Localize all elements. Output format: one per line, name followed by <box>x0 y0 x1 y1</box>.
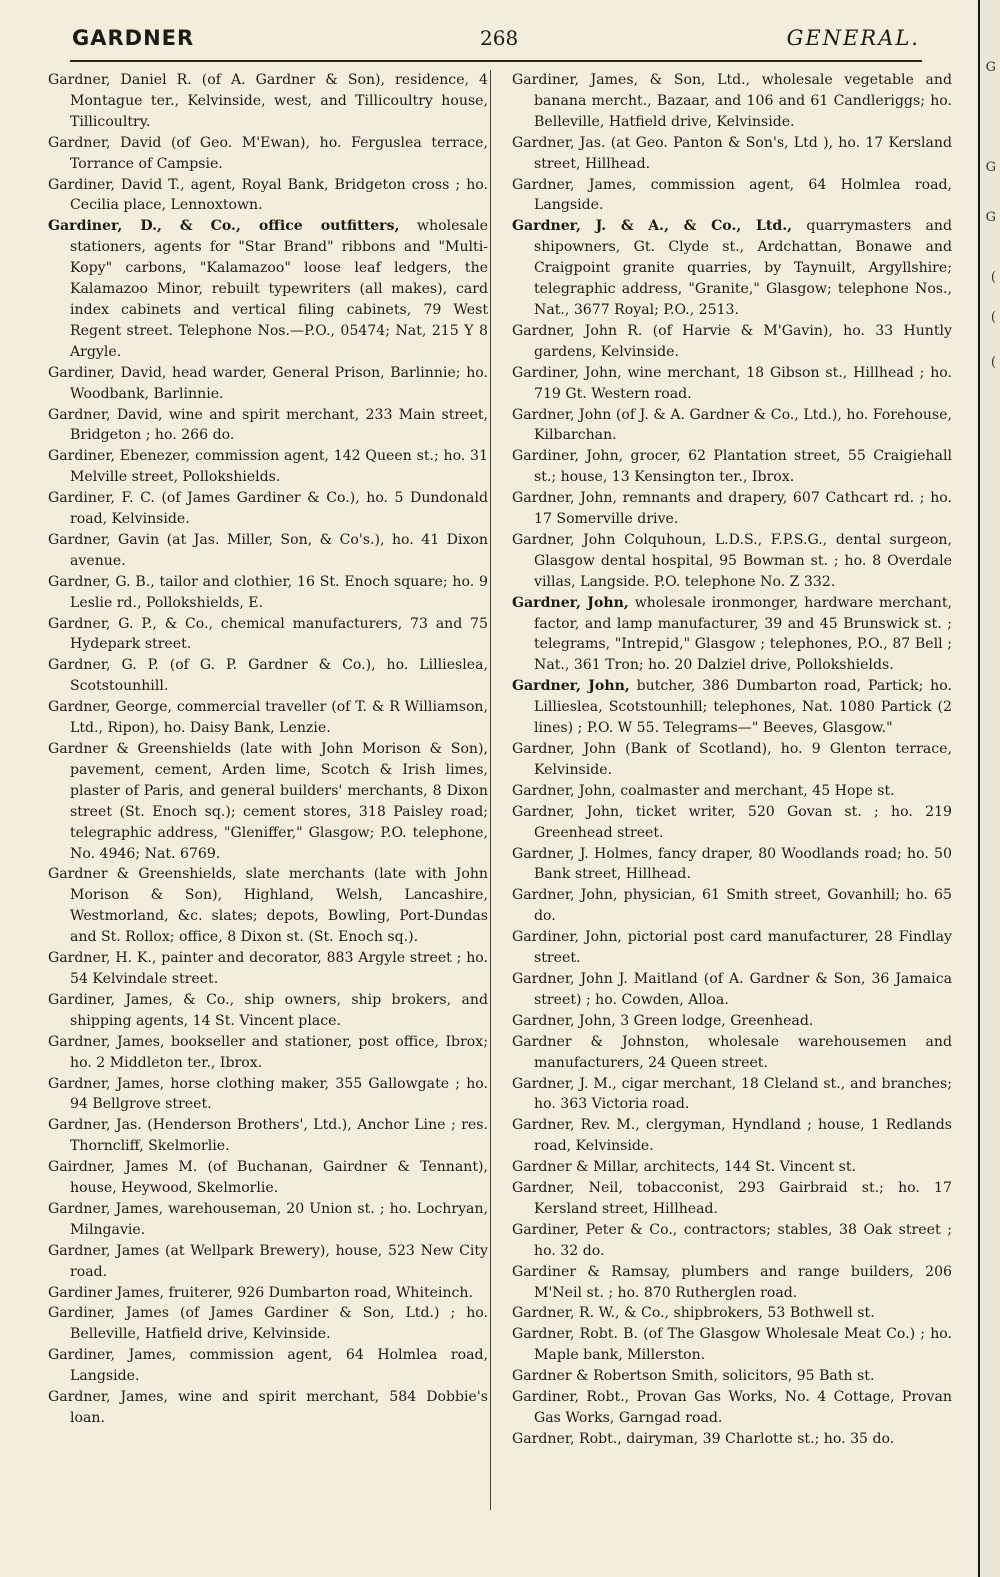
edge-mark: G <box>985 210 996 225</box>
entry-text: Gardiner, James, & Son, Ltd., wholesale vegetable and banana mercht., Bazaar, and 106 and 61 Candleriggs; ho. Belleville, Hatfield drive, Kelvinside. <box>512 72 952 130</box>
entry-text: Gardner, John (of J. & A. Gardner & Co., Ltd.), ho. Forehouse, Kilbarchan. <box>512 406 952 444</box>
directory-entry <box>506 802 952 844</box>
entry-text: Gardner, John, remnants and drapery, 607 Cathcart rd. ; ho. 17 Somerville drive. <box>512 490 952 528</box>
entry-text: butcher, 386 Dumbarton road, Partick; ho. Lillieslea, Scotstounhill; telephones, Nat. 1080 Partick (2 lines) ; P.O. W 55. Telegrams—" Beeves, Glasgow." <box>534 678 952 737</box>
directory-entry <box>506 969 952 1011</box>
entry-text: Gardner, David (of Geo. M'Ewan), ho. Ferguslea terrace, Torrance of Campsie. <box>48 134 488 172</box>
entry-text: Gardner & Robertson Smith, solicitors, 95 Bath st. <box>512 1368 875 1385</box>
edge-mark: ( <box>990 355 996 370</box>
entry-text: Gardner, J. Holmes, fancy draper, 80 Woodlands road; ho. 50 Bank street, Hillhead. <box>512 845 952 883</box>
entry-text: Gardner, James, warehouseman, 20 Union st. ; ho. Lochryan, Milngavie. <box>48 1200 488 1238</box>
directory-entry <box>506 1074 952 1116</box>
directory-entry <box>42 1032 488 1074</box>
entry-text: Gardiner, David, head warder, General Prison, Barlinnie; ho. Woodbank, Barlinnie. <box>48 364 488 402</box>
entry-text: Gardner, James, horse clothing maker, 355 Gallowgate ; ho. 94 Bellgrove street. <box>48 1075 488 1113</box>
directory-entry <box>506 781 952 802</box>
entry-text: Gardner, John Colquhoun, L.D.S., F.P.S.G., dental surgeon, Glasgow dental hospital, 95 Bowman st. ; ho. 8 Overdale villas, Langside. P.O. telephone No. Z 332. <box>512 531 952 590</box>
entry-text: Gardner, G. P., & Co., chemical manufacturers, 73 and 75 Hydepark street. <box>48 615 488 653</box>
entry-text: Gardner, Daniel R. (of A. Gardner & Son), residence, 4 Montague ter., Kelvinside, west, and Tillicoultry house, Tillicoultry. <box>48 72 488 130</box>
directory-entry <box>506 844 952 886</box>
entry-text: Gardner, J. M., cigar merchant, 18 Cleland st., and branches; ho. 363 Victoria road. <box>512 1075 952 1113</box>
entry-text: Gardner, John, physician, 61 Smith street, Govanhill; ho. 65 do. <box>512 887 952 925</box>
directory-entry <box>42 1074 488 1116</box>
directory-entry <box>506 216 952 321</box>
entry-text: Gardner, John, 3 Green lodge, Greenhead. <box>512 1012 814 1029</box>
directory-entry <box>42 1345 488 1387</box>
entry-text: Gardner, Gavin (at Jas. Miller, Son, & Co's.), ho. 41 Dixon avenue. <box>48 531 488 569</box>
entry-text: Gardner & Greenshields, slate merchants (late with John Morison & Son), Highland, Welsh, Lancashire, Westmorland, &c. slates; depots, Bowling, Port-Dundas and St. Rollox; office, 8 Dixon st. (St. Enoch sq.). <box>48 866 488 946</box>
entry-text: Gardner, George, commercial traveller (of T. & R Williamson, Ltd., Ripon), ho. Daisy Bank, Lenzie. <box>48 699 488 737</box>
directory-entry <box>506 1262 952 1304</box>
directory-entry <box>42 175 488 217</box>
entry-text: Gardner, John J. Maitland (of A. Gardner & Son, 36 Jamaica street) ; ho. Cowden, Alloa. <box>512 970 952 1008</box>
page-header <box>70 22 920 58</box>
entry-text: Gardiner, Robt., Provan Gas Works, No. 4 Cottage, Provan Gas Works, Garngad road. <box>512 1389 952 1426</box>
entry-text: Gardner & Millar, architects, 144 St. Vincent st. <box>512 1159 856 1176</box>
directory-entry <box>506 1429 952 1450</box>
directory-entry <box>506 927 952 969</box>
adjacent-page-edge <box>978 0 1000 1577</box>
directory-entry <box>506 1220 952 1262</box>
entry-text: Gardiner James, fruiterer, 926 Dumbarton road, Whiteinch. <box>48 1284 473 1301</box>
entry-text: Gardner, James, wine and spirit merchant, 584 Dobbie's loan. <box>48 1389 488 1426</box>
entry-text: Gardner, Neil, tobacconist, 293 Gairbraid st.; ho. 17 Kersland street, Hillhead. <box>512 1180 952 1217</box>
directory-entry <box>506 593 952 677</box>
entry-text: Gardner, Jas. (at Geo. Panton & Son's, Ltd ), ho. 17 Kersland street, Hillhead. <box>512 134 952 172</box>
directory-entry <box>42 1199 488 1241</box>
directory-entry <box>506 363 952 405</box>
directory-entry <box>506 1387 952 1429</box>
entry-text: Gairdner, James M. (of Buchanan, Gairdner & Tennant), house, Heywood, Skelmorlie. <box>48 1159 488 1197</box>
directory-entry <box>506 1032 952 1074</box>
entry-text: Gardner, David, wine and spirit merchant, 233 Main street, Bridgeton ; ho. 266 do. <box>48 406 488 444</box>
entry-text: Gardner, James, bookseller and stationer, post office, Ibrox; ho. 2 Middleton ter., Ibrox. <box>48 1033 488 1071</box>
directory-entry <box>506 133 952 175</box>
entry-bold-name: Gardner, John, <box>512 594 629 611</box>
directory-entry <box>506 1011 952 1032</box>
directory-entry <box>506 175 952 217</box>
directory-entry <box>42 446 488 488</box>
directory-entry <box>506 739 952 781</box>
directory-entry <box>42 864 488 948</box>
directory-entry <box>506 530 952 593</box>
directory-entry <box>506 1303 952 1324</box>
entry-text: Gardiner, David T., agent, Royal Bank, Bridgeton cross ; ho. Cecilia place, Lennoxtown. <box>48 176 488 214</box>
entry-text: Gardner, James (at Wellpark Brewery), house, 523 New City road. <box>48 1242 488 1280</box>
directory-entry <box>506 321 952 363</box>
directory-entry <box>506 1366 952 1387</box>
entry-text: Gardner, Robt., dairyman, 39 Charlotte st.; ho. 35 do. <box>512 1430 895 1447</box>
entry-text: Gardner, John (Bank of Scotland), ho. 9 Glenton terrace, Kelvinside. <box>512 741 952 778</box>
entry-text: Gardner, H. K., painter and decorator, 883 Argyle street ; ho. 54 Kelvindale street. <box>48 950 488 987</box>
directory-entry <box>42 1241 488 1283</box>
directory-entry <box>506 1157 952 1178</box>
entry-bold-name: Gardner, John, <box>512 678 630 695</box>
entry-bold-name: Gardner, J. & A., & Co., Ltd., <box>512 218 793 235</box>
directory-entry <box>506 1324 952 1366</box>
entry-text: Gardner & Johnston, wholesale warehousemen and manufacturers, 24 Queen street. <box>512 1033 952 1071</box>
running-head-left: GARDNER <box>72 26 195 50</box>
directory-entry <box>506 405 952 447</box>
directory-entry <box>506 885 952 927</box>
entry-text: Gardiner, Ebenezer, commission agent, 142 Queen st.; ho. 31 Melville street, Pollokshields. <box>48 448 488 486</box>
directory-entry <box>42 133 488 175</box>
directory-entry <box>506 1115 952 1157</box>
directory-entry <box>42 530 488 572</box>
page-number: 268 <box>480 26 519 50</box>
entry-text: Gardiner, F. C. (of James Gardiner & Co.), ho. 5 Dundonald road, Kelvinside. <box>48 490 488 528</box>
entry-text: Gardner, R. W., & Co., shipbrokers, 53 Bothwell st. <box>512 1305 875 1322</box>
entry-text: Gardner, James, commission agent, 64 Holmlea road, Langside. <box>512 176 952 214</box>
entry-text: wholesale ironmonger, hardware merchant, factor, and lamp manufacturer, 39 and 45 Brunswick st. ; telegrams, "Intrepid," Glasgow ; telephones, P.O., 87 Bell ; Nat., 361 Tron; ho. 20 Dalziel drive, Pollokshields. <box>534 594 952 674</box>
running-head-right: GENERAL. <box>786 26 920 50</box>
directory-entry <box>42 70 488 133</box>
entry-text: Gardner, John, ticket writer, 520 Govan st. ; ho. 219 Greenhead street. <box>512 803 952 841</box>
edge-mark: ( <box>990 270 996 285</box>
entry-text: Gardner & Greenshields (late with John Morison & Son), pavement, cement, Arden lime, Scotch & Irish limes, plaster of Paris, and general builders' merchants, 8 Dixon street (St. Enoch sq.); cement stores, 318 Paisley road; telegraphic address, "Gleniffer," Glasgow; P.O. telephone, No. 4946; Nat. 6769. <box>48 741 488 862</box>
directory-entry <box>42 948 488 990</box>
edge-mark: ( <box>990 310 996 325</box>
entry-text: quarrymasters and shipowners, Gt. Clyde st., Ardchattan, Bonawe and Craigpoint granite quarries, by Taynuilt, Argyllshire; telegraphic address, "Granite," Glasgow; telephone Nos., Nat., 3677 Royal; P.O., 2513. <box>534 218 953 318</box>
right-column <box>506 70 952 1450</box>
entry-text: Gardner, G. B., tailor and clothier, 16 St. Enoch square; ho. 9 Leslie rd., Pollokshields, E. <box>48 573 488 611</box>
entry-text: Gardiner, Peter & Co., contractors; stables, 38 Oak street ; ho. 32 do. <box>512 1221 952 1259</box>
entry-text: Gardiner, James (of James Gardiner & Son, Ltd.) ; ho. Belleville, Hatfield drive, Kelvinside. <box>48 1305 488 1343</box>
directory-entry <box>42 990 488 1032</box>
directory-entry <box>42 488 488 530</box>
directory-entry <box>42 405 488 447</box>
entry-text: Gardiner, John, wine merchant, 18 Gibson st., Hillhead ; ho. 719 Gt. Western road. <box>512 364 952 402</box>
directory-entry <box>506 1178 952 1220</box>
entry-text: Gardner, Jas. (Henderson Brothers', Ltd.), Anchor Line ; res. Thorncliff, Skelmorlie. <box>48 1117 488 1155</box>
column-divider <box>490 70 491 1510</box>
directory-entry <box>42 655 488 697</box>
entry-text: Gardner, John, coalmaster and merchant, 45 Hope st. <box>512 782 895 799</box>
directory-entry <box>42 697 488 739</box>
directory-entry <box>42 1303 488 1345</box>
entry-text: Gardner, John R. (of Harvie & M'Gavin), ho. 33 Huntly gardens, Kelvinside. <box>512 322 952 360</box>
entry-text: Gardiner, John, grocer, 62 Plantation street, 55 Craigiehall st.; house, 13 Kensington ter., Ibrox. <box>512 448 952 486</box>
directory-entry <box>42 1283 488 1304</box>
header-rule <box>70 60 922 62</box>
directory-entry <box>506 446 952 488</box>
edge-mark: G <box>985 60 996 75</box>
directory-entry <box>42 739 488 864</box>
entry-text: wholesale stationers, agents for "Star Brand" ribbons and "Multi-Kopy" carbons, "Kalamazoo" loose leaf ledgers, the Kalamazoo Minor, rebuilt typewriters (all makes), card index cabinets and vertical filing cabinets, 79 West Regent street. Telephone Nos.—P.O., 05474; Nat, 215 Y 8 Argyle. <box>70 218 488 360</box>
directory-entry <box>506 70 952 133</box>
entry-text: Gardiner & Ramsay, plumbers and range builders, 206 M'Neil st. ; ho. 870 Rutherglen road. <box>512 1263 952 1301</box>
directory-entry <box>42 614 488 656</box>
directory-entry <box>42 572 488 614</box>
entry-text: Gardner, Rev. M., clergyman, Hyndland ; house, 1 Redlands road, Kelvinside. <box>512 1117 952 1155</box>
entry-text: Gardner, Robt. B. (of The Glasgow Wholesale Meat Co.) ; ho. Maple bank, Millerston. <box>512 1326 952 1364</box>
entry-text: Gardner, G. P. (of G. P. Gardner & Co.), ho. Lillieslea, Scotstounhill. <box>48 657 488 695</box>
directory-entry <box>42 1387 488 1429</box>
directory-entry <box>42 216 488 362</box>
edge-mark: G <box>985 160 996 175</box>
directory-entry <box>42 1115 488 1157</box>
directory-entry <box>42 363 488 405</box>
entry-text: Gardiner, James, & Co., ship owners, ship brokers, and shipping agents, 14 St. Vincent place. <box>48 991 488 1029</box>
entry-bold-name: Gardiner, D., & Co., office outfitters, <box>48 218 400 235</box>
directory-entry <box>506 676 952 739</box>
left-column <box>42 70 488 1429</box>
entry-text: Gardiner, James, commission agent, 64 Holmlea road, Langside. <box>48 1347 488 1385</box>
directory-entry <box>506 488 952 530</box>
directory-entry <box>42 1157 488 1199</box>
entry-text: Gardiner, John, pictorial post card manufacturer, 28 Findlay street. <box>512 929 952 967</box>
